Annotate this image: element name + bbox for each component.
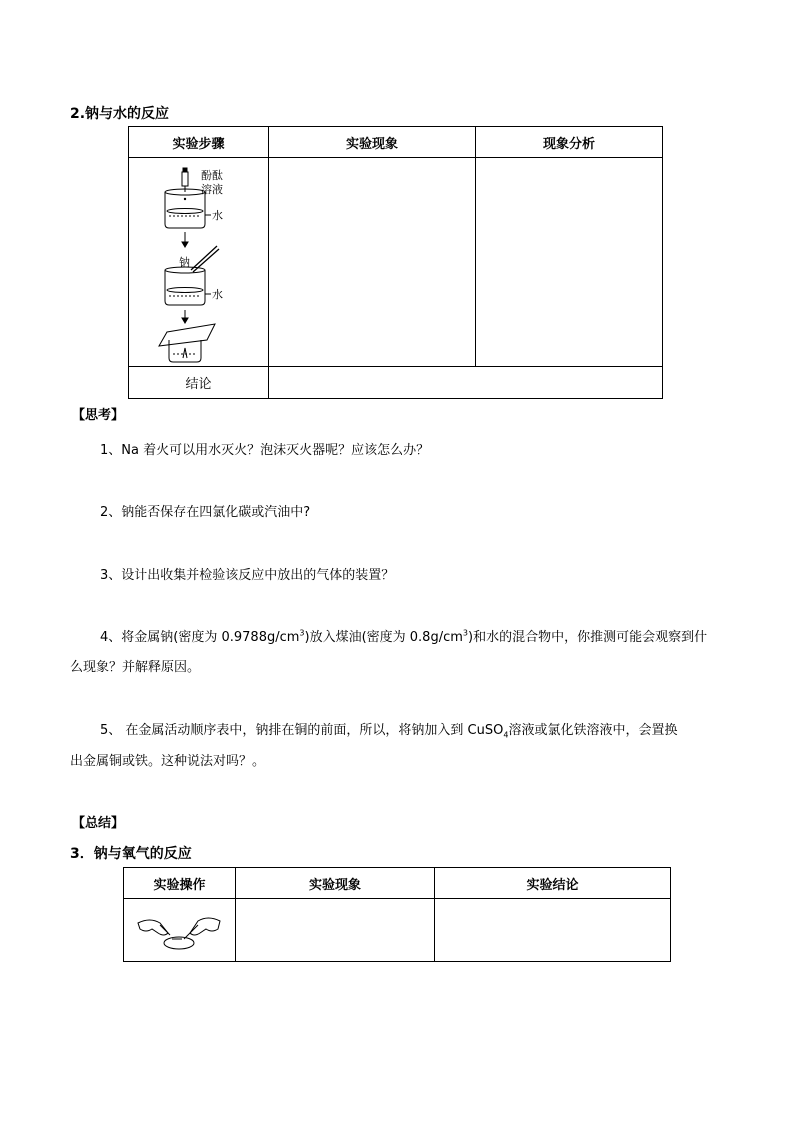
sodium-label: 钠 (179, 256, 190, 269)
cutting-sodium-diagram (124, 899, 235, 961)
header-phenomena-3: 实验现象 (236, 868, 435, 899)
water-label-2: 水 (212, 288, 223, 301)
question-5-line1: 5、 在金属活动顺序表中，钠排在铜的前面，所以，将钠加入到 CuSO$_4$溶液或氯化铁溶液中，会置换 (100, 723, 678, 740)
header-phenomena: 实验现象 (269, 127, 476, 158)
phenomena-cell-3 (236, 899, 435, 962)
sodium-water-table (128, 126, 663, 399)
question-4-line2: 么现象？并解释原因。 (70, 660, 201, 675)
header-analysis: 现象分析 (476, 127, 663, 158)
phenolphthalein-label-2: 溶液 (201, 183, 223, 196)
operation-diagram-cell (124, 899, 236, 962)
question-1: 1、Na 着火可以用水灭火？泡沫灭火器呢？应该怎么办？ (100, 443, 430, 458)
phenomena-cell (269, 158, 476, 367)
water-label-1: 水 (212, 209, 223, 222)
header-conclusion-3: 实验结论 (435, 868, 671, 899)
analysis-cell (476, 158, 663, 367)
think-heading: 【思考】 (72, 408, 125, 423)
section2-title: 2.钠与水的反应 (70, 106, 170, 122)
sodium-water-apparatus-diagram (129, 158, 268, 366)
conclusion-cell (269, 367, 663, 399)
summary-heading: 【总结】 (72, 816, 125, 831)
question-4-line1: 4、将金属钠(密度为 $0.9788g/cm^3$)放入煤油(密度为 $0.8g/cm^3$)和水的混合物中，你推测可能会观察到什 (100, 628, 708, 645)
steps-diagram-cell (129, 158, 269, 367)
conclusion-cell-3 (435, 899, 671, 962)
conclusion-label: 结论 (129, 367, 269, 399)
sodium-oxygen-table (123, 867, 671, 962)
header-operation: 实验操作 (124, 868, 236, 899)
section3-title: 3．钠与氧气的反应 (70, 846, 192, 862)
header-steps: 实验步骤 (129, 127, 269, 158)
question-2: 2、钠能否保存在四氯化碳或汽油中? (100, 505, 311, 520)
question-5-line2: 出金属铜或铁。这种说法对吗？。 (70, 754, 266, 769)
question-3: 3、设计出收集并检验该反应中放出的气体的装置？ (100, 568, 395, 583)
phenolphthalein-label-1: 酚酞 (201, 169, 223, 182)
